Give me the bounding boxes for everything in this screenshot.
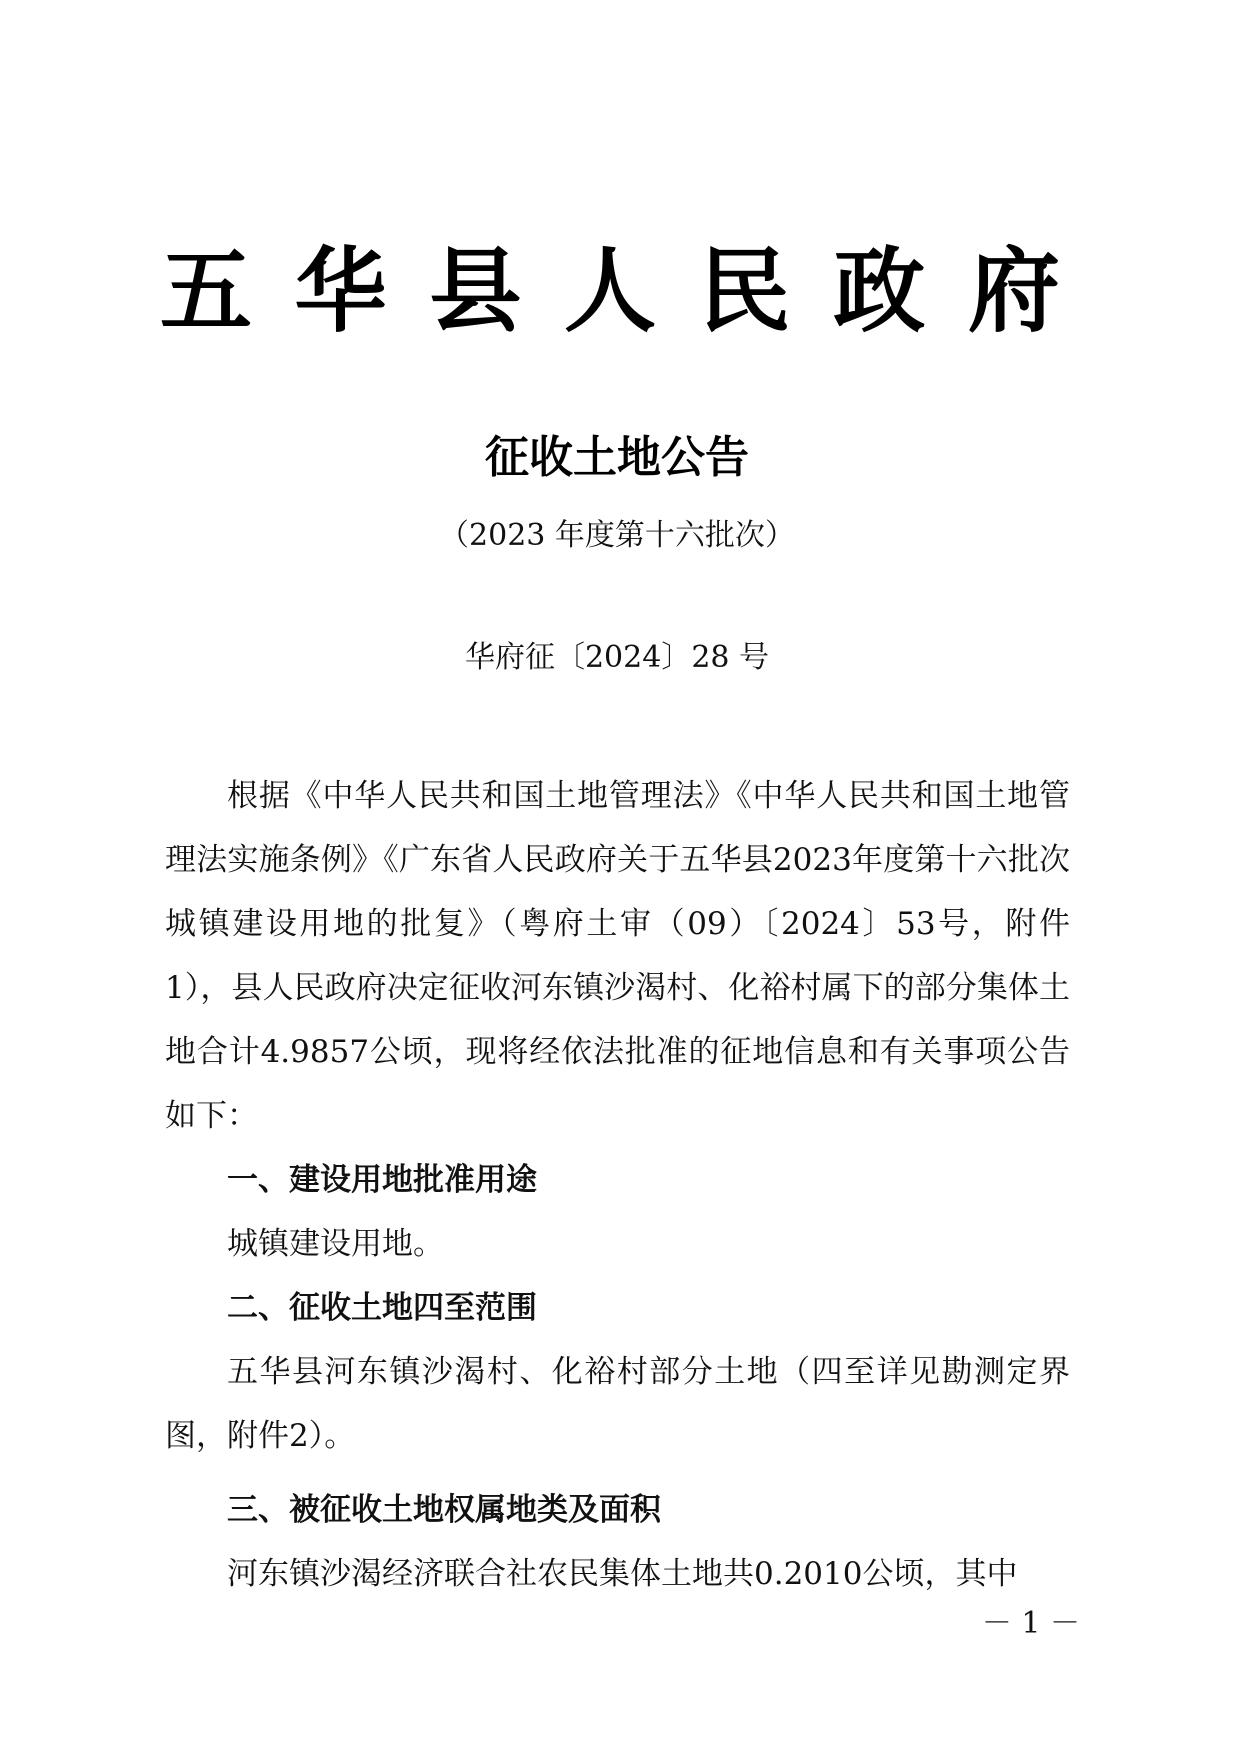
section-heading-purpose: 一、建设用地批准用途 — [227, 1162, 537, 1198]
issuer-char: 政 — [833, 237, 926, 345]
document-number: 华府征〔2024〕28 号 — [464, 640, 770, 675]
notice-title: 征收土地公告 — [485, 432, 749, 483]
issuer-char: 华 — [294, 237, 387, 345]
issuer-char: 府 — [967, 237, 1060, 345]
section-heading-ownership: 三、被征收土地权属地类及面积 — [227, 1492, 661, 1528]
batch-subtitle: （2023 年度第十六批次） — [439, 518, 795, 553]
issuer-char: 五 — [160, 237, 253, 345]
intro-paragraph: 根据《中华人民共和国土地管理法》《中华人民共和国土地管理法实施条例》《广东省人民政府关于五华县2023年度第十六批次城镇建设用地的批复》（粤府土审（09）〔2024〕53号，附件1），县人民政府决定征收河东镇沙渴村、化裕村属下的部分集体土地合计4.9857公顷，现将经依法批准的征地信息和有关事项公告如下： — [165, 778, 1070, 1134]
issuer-char: 民 — [698, 237, 791, 345]
issuer-char: 县 — [429, 237, 522, 345]
notice-body — [165, 764, 1070, 1606]
issuer-heading — [160, 236, 1060, 346]
section-heading-boundary: 二、征收土地四至范围 — [227, 1290, 537, 1326]
section-text-purpose: 城镇建设用地。 — [227, 1226, 444, 1262]
section-text-ownership: 河东镇沙渴经济联合社农民集体土地共0.2010公顷，其中 — [227, 1556, 1018, 1592]
section-spacer — [165, 1468, 1070, 1478]
section-text-boundary: 五华县河东镇沙渴村、化裕村部分土地（四至详见勘测定界图，附件2）。 — [165, 1354, 1070, 1454]
page-number: － 1 － — [981, 1606, 1080, 1641]
issuer-char: 人 — [563, 237, 656, 345]
